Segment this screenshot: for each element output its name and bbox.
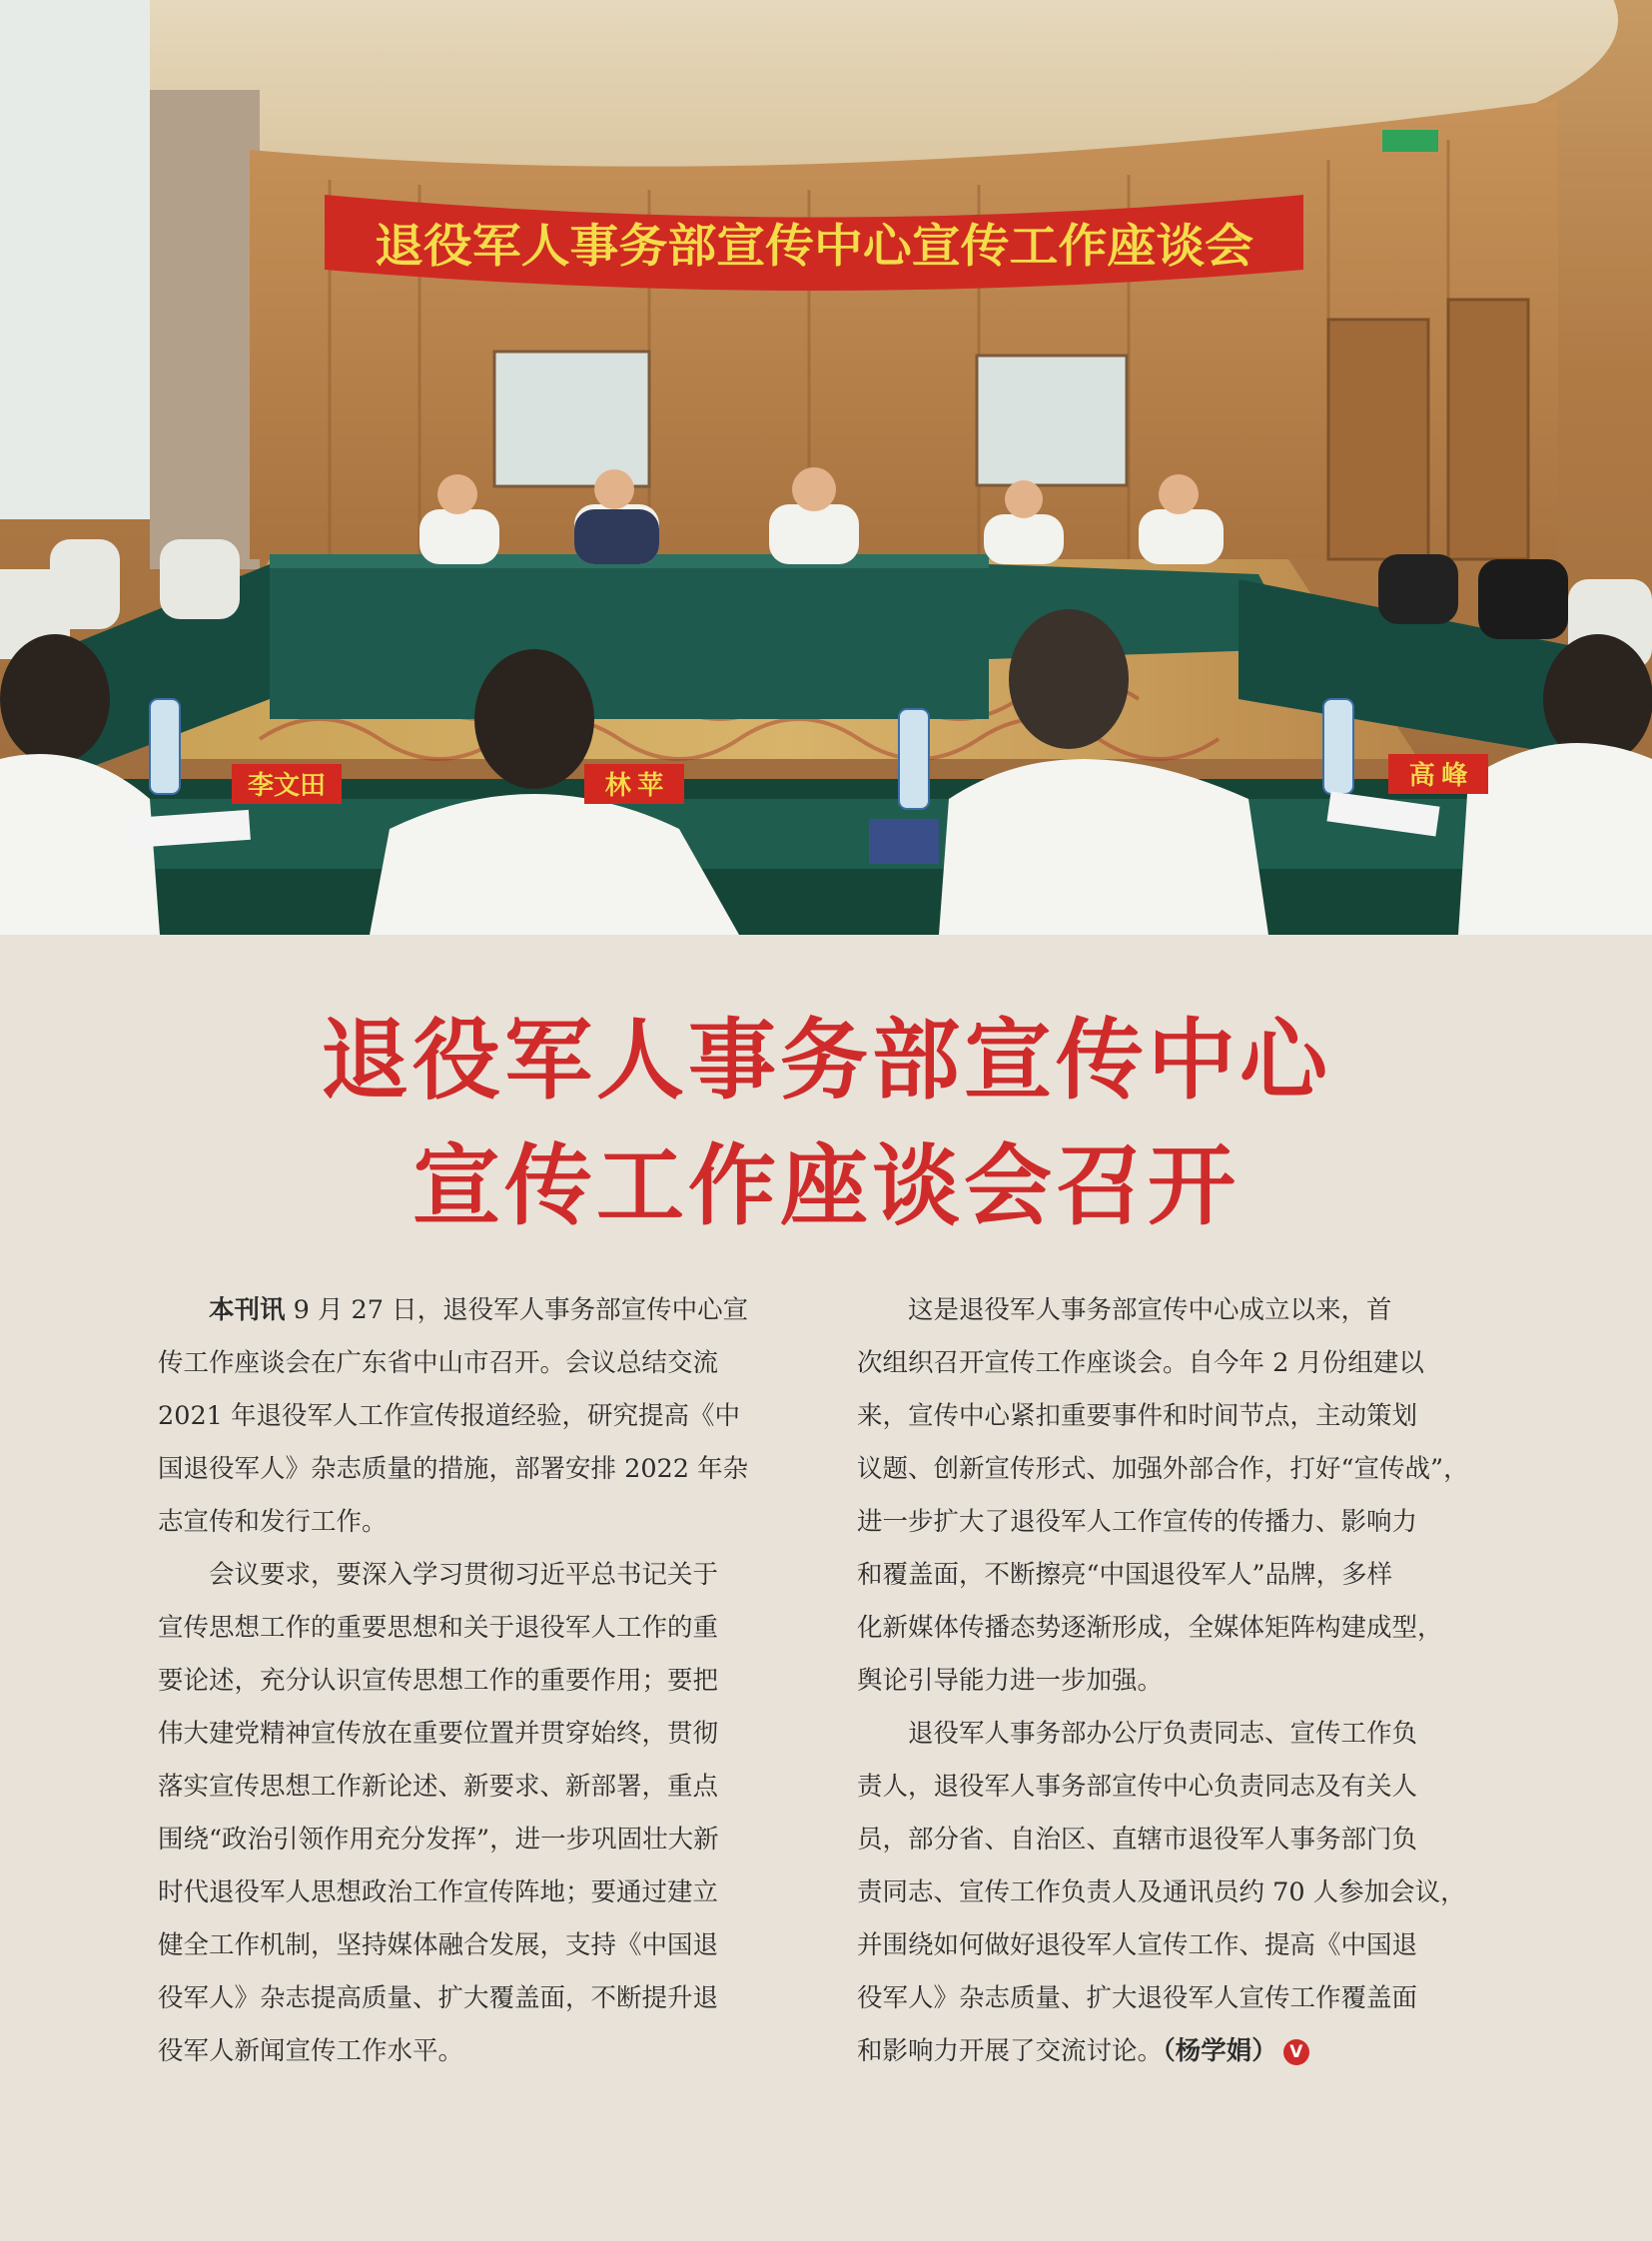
text-line: 役军人》杂志质量、扩大退役军人宣传工作覆盖面: [857, 1983, 1418, 2013]
author-credit: （杨学娟）: [1163, 2036, 1277, 2066]
text-line: 传工作座谈会在广东省中山市召开。会议总结交流: [158, 1348, 719, 1378]
text-line: 役军人新闻宣传工作水平。: [158, 2036, 464, 2066]
text-line: 落实宣传思想工作新论述、新要求、新部署，重点: [158, 1772, 719, 1802]
name-card-2: [584, 764, 684, 804]
article-title-line-2: 宣传工作座谈会召开: [412, 1134, 1239, 1237]
lead-label: 本刊讯: [209, 1295, 286, 1325]
article-title-line-1: 退役军人事务部宣传中心: [320, 1009, 1331, 1112]
article-paragraph: [158, 1549, 797, 2078]
text-line: 来，宣传中心紧扣重要事件和时间节点，主动策划: [857, 1401, 1418, 1431]
article-column-left: [158, 1284, 797, 2078]
text-line: 并围绕如何做好退役军人宣传工作、提高《中国退: [857, 1930, 1418, 1960]
article-paragraph: [857, 1708, 1496, 2078]
text-line: 和影响力开展了交流讨论。（杨学娟） V: [857, 2025, 1496, 2078]
text-line: 志宣传和发行工作。: [158, 1507, 388, 1537]
text-line: 宣传思想工作的重要思想和关于退役军人工作的重: [158, 1613, 719, 1643]
name-card-text: 林 苹: [604, 771, 664, 800]
text-line: 役军人》杂志提高质量、扩大覆盖面，不断提升退: [158, 1983, 719, 2013]
text-line: 退役军人事务部办公厅负责同志、宣传工作负: [908, 1719, 1418, 1749]
text-line: 2021 年退役军人工作宣传报道经验，研究提高《中: [158, 1401, 741, 1431]
name-card-1: [232, 764, 342, 804]
name-card-text: 李文田: [247, 771, 327, 800]
text-line: 舆论引导能力进一步加强。: [857, 1666, 1164, 1696]
meeting-photo: [0, 0, 1652, 935]
article-paragraph: [158, 1284, 797, 1549]
banner-text: 退役军人事务部宣传中心宣传工作座谈会: [375, 220, 1253, 272]
text-line: 伟大建党精神宣传放在重要位置并贯穿始终，贯彻: [158, 1719, 719, 1749]
text-line: 时代退役军人思想政治工作宣传阵地；要通过建立: [158, 1877, 719, 1907]
end-mark-icon: V: [1283, 2039, 1309, 2065]
text-line: 议题、创新宣传形式、加强外部合作，打好“宣传战”，: [857, 1454, 1469, 1484]
text-line: 要论述，充分认识宣传思想工作的重要作用；要把: [158, 1666, 719, 1696]
name-card-3: [1388, 754, 1488, 794]
text-line: 员，部分省、自治区、直辖市退役军人事务部门负: [857, 1825, 1418, 1855]
meeting-photo-illustration: [0, 0, 1652, 935]
text-line: 会议要求，要深入学习贯彻习近平总书记关于: [209, 1560, 719, 1590]
text-line: 和覆盖面，不断擦亮“中国退役军人”品牌，多样: [857, 1560, 1393, 1590]
exit-sign-icon: [1382, 130, 1438, 152]
text-line: 化新媒体传播态势逐渐形成，全媒体矩阵构建成型，: [857, 1613, 1443, 1643]
article-column-right: [857, 1284, 1496, 2078]
text-line: 责同志、宣传工作负责人及通讯员约 70 人参加会议，: [857, 1877, 1466, 1907]
text-line: 健全工作机制，坚持媒体融合发展，支持《中国退: [158, 1930, 719, 1960]
article-paragraph: [857, 1284, 1496, 1708]
text-line: 次组织召开宣传工作座谈会。自今年 2 月份组建以: [857, 1348, 1424, 1378]
text-line: 这是退役军人事务部宣传中心成立以来，首: [908, 1295, 1392, 1325]
text-line: 国退役军人》杂志质量的措施，部署安排 2022 年杂: [158, 1454, 749, 1484]
text-line: 进一步扩大了退役军人工作宣传的传播力、影响力: [857, 1507, 1418, 1537]
text-line: 责人，退役军人事务部宣传中心负责同志及有关人: [857, 1772, 1418, 1802]
text-line: 围绕“政治引领作用充分发挥”，进一步巩固壮大新: [158, 1825, 719, 1855]
name-card-text: 高 峰: [1408, 761, 1468, 790]
text-line: 本刊讯 9 月 27 日，退役军人事务部宣传中心宣: [209, 1295, 749, 1325]
